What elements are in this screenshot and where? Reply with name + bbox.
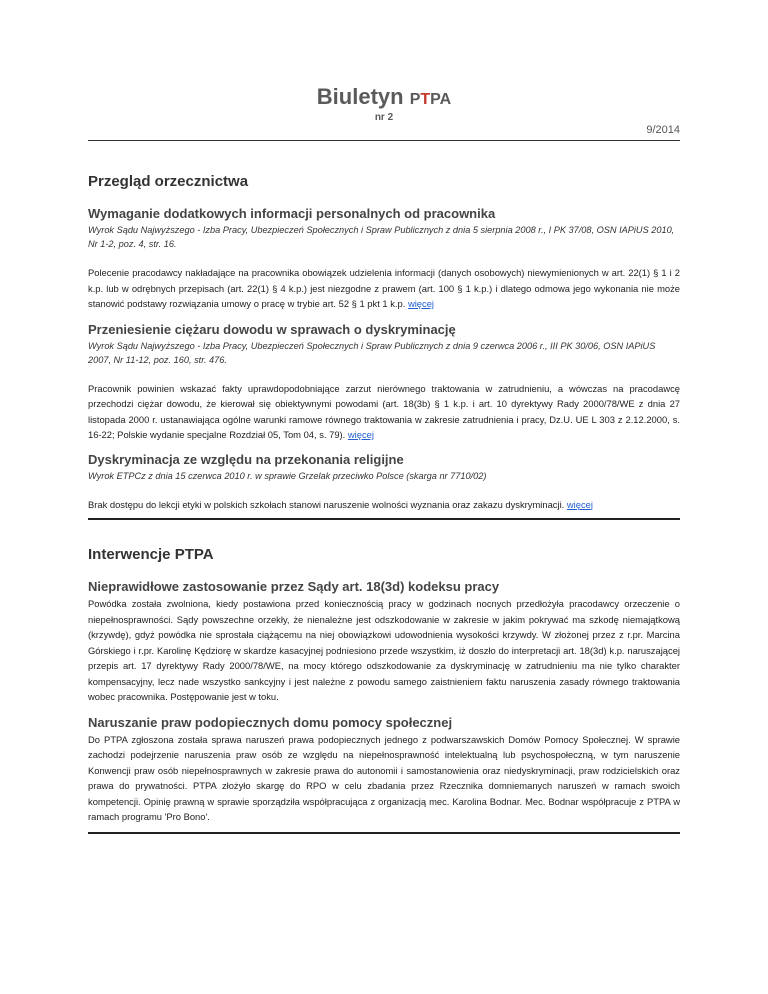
issue-date: 9/2014 — [646, 124, 680, 136]
intervention-item — [88, 715, 680, 825]
title-ptpa: PTPA — [409, 91, 452, 108]
review-section-title: Przegląd orzecznictwa — [88, 173, 249, 190]
review-item-text: Polecenie pracodawcy nakładające na pracownika obowiązek udzielenia informacji (danych osobowych) niewymienionych w art. 22(1) § 1 i 2 k.p. lub w odrębnych przepisach (art. 22(1) § 4 k.p.) jest niezgodne z prawem (art. 100 § 1 k.p.) i dlatego odmowa jego wykonania nie może stanowić podstawy rozwiązania umowy o pracę w trybie art. 52 § 1 pkt 1 k.p. więcej — [88, 267, 680, 309]
interventions-section-title: Interwencje PTPA — [88, 546, 214, 563]
more-link[interactable]: więcej — [347, 429, 374, 440]
more-link[interactable]: więcej — [566, 498, 593, 510]
intervention-item-text: Powódka została zwolniona, kiedy postawiona przed koniecznością pracy w godzinach nocnych przedłożyła pracodawcy orzeczenie o niepełnosprawności. Sądy powszechne orzekły, że nienależne jest odszkodowanie w zakresie w jakim pokrywać ma szkodę niemajątkową (krzywdę), gdyż powódka nie sprostała ciążącemu na niej obowiązkowi udowodnienia wysokości krzywdy. W złożonej przez z r.pr. Marcina Górskiego i r.pr. Karolinę Kędziorę w skardze kasacyjnej podniesiono przede wszystkim, iż doszło do interpretacji art. 18(3d) k.p. naruszającej przepis art. 17 dyrektywy Rady 2000/78/WE, na mocy którego odszkodowanie za dyskryminację w zatrudnieniu ma nie tylko charakter kompensacyjny, lecz nade wszystko sankcyjny i jest należne z powodu samego zaistnieniem faktu naruszenia zasady równego traktowania wobec pracownika. Postępowanie jest w toku. — [88, 598, 680, 702]
intervention-item-text: Do PTPA zgłoszona została sprawa naruszeń prawa podopiecznych jednego z podwarszawskich Domów Pomocy Społecznej. W sprawie zachodzi podejrzenie naruszenia praw osób ze względu na niepełnosprawność intelektualną lub psychospołeczną, w tym naruszenie Konwencji praw osób niepełnosprawnych w zakresie prawa do autonomii i samostanowienia oraz niedyskryminacji, praw rodzicielskich oraz prawa do prywatności. PTPA złożyło skargę do RPO w celu zbadania przez Rzecznika domniemanych naruszeń w ramach swoich kompetencji. Opinię prawną w sprawie sporządziła współpracująca z organizacją mec. Karolina Bodnar. Mec. Bodnar współpracuje z PTPA w ramach programu 'Pro Bono'. — [88, 733, 680, 822]
review-item-text: Pracownik powinien wskazać fakty uprawdopodobniające zarzut nierównego traktowania w zatrudnieniu, a wówczas na pracodawcę przechodzi ciężar dowodu, że kierował się obiektywnymi powodami (art. 18(3b) § 1 k.p. i art. 10 dyrektywy Rady 2000/78/WE z dnia 27 listopada 2000 r. ustanawiająca ogólne warunki ramowe równego traktowania w zakresie zatrudnienia i pracy, Dz.U. UE L 303 z 2.12.2000, s. 16-22; Polskie wydanie specjalne Rozdział 05, Tom 04, s. 79). więcej — [88, 382, 680, 440]
review-item-citation: Wyrok ETPCz z dnia 15 czerwca 2010 r. w sprawie Grzelak przeciwko Polsce (skarga nr 7710/02) — [88, 470, 487, 481]
intervention-item-heading: Nieprawidłowe zastosowanie przez Sądy art. 18(3d) kodeksu pracy — [88, 579, 500, 594]
review-item-heading: Przeniesienie ciężaru dowodu w sprawach o dyskryminację — [88, 321, 456, 337]
footer-divider — [88, 832, 680, 834]
review-item-heading: Dyskryminacja ze względu na przekonania religijne — [88, 451, 404, 467]
review-item — [88, 452, 680, 513]
issue-number: nr 2 — [374, 112, 394, 123]
section-divider — [88, 518, 680, 520]
review-item-citation: Wyrok Sądu Najwyższego - Izba Pracy, Ubezpieczeń Społecznych i Spraw Publicznych z dnia 5 sierpnia 2008 r., I PK 37/08, OSN IAPiUS 2010, Nr 1-2, poz. 4, str. 16. — [88, 225, 675, 249]
intervention-item — [88, 579, 680, 705]
review-item-text: Brak dostępu do lekcji etyki w polskich szkołach stanowi naruszenie wolności wyznania oraz zakazu dyskryminacji. więcej — [88, 498, 593, 510]
review-section — [88, 173, 680, 512]
review-item — [88, 322, 680, 443]
intervention-item-heading: Naruszanie praw podopiecznych domu pomocy społecznej — [88, 714, 453, 730]
review-item-heading: Wymaganie dodatkowych informacji personalnych od pracownika — [88, 206, 496, 221]
header-divider — [88, 140, 680, 141]
title-main: Biuletyn — [316, 84, 404, 109]
more-link[interactable]: więcej — [407, 298, 435, 309]
review-item — [88, 206, 680, 312]
review-item-citation: Wyrok Sądu Najwyższego - Izba Pracy, Ubezpieczeń Społecznych i Spraw Publicznych z dnia 9 czerwca 2006 r., III PK 30/06, OSN IAPiUS 2007, Nr 11-12, poz. 160, str. 476. — [88, 340, 656, 365]
interventions-section — [88, 546, 680, 825]
bulletin-title — [0, 84, 768, 110]
